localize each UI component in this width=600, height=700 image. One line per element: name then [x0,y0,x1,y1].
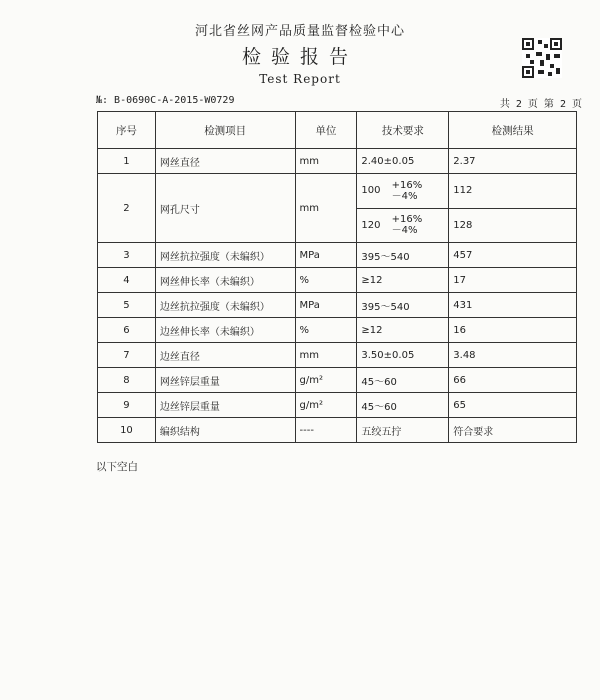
mesh-base-2: 120 [361,219,381,231]
table-row [98,268,577,293]
row-number: 3 [98,243,156,268]
row-number: 1 [98,149,156,174]
row-result: 65 [449,393,577,418]
tolerance-minus: －4% [391,225,418,237]
row-unit: mm [295,174,357,243]
row-unit: % [295,318,357,343]
qr-code-icon [522,38,562,78]
column-header-requirement: 技术要求 [357,112,449,149]
table-header-row [98,112,577,149]
column-header-result: 检测结果 [449,112,577,149]
row-item: 网丝直径 [155,149,295,174]
tolerance [392,180,423,202]
row-requirement: 45～60 [357,393,449,418]
row-unit: MPa [295,243,357,268]
blank-below-note: 以下空白 [96,461,138,473]
row-requirement: 2.40±0.05 [357,149,449,174]
table-row [98,318,577,343]
row-unit: g/m² [295,368,357,393]
table-row [98,149,577,174]
row-item: 边丝抗拉强度（未编织） [155,293,295,318]
mesh-result-1: 112 [449,174,577,209]
tolerance-plus: +16% [391,214,423,226]
row-requirement: 395～540 [357,293,449,318]
row-number: 6 [98,318,156,343]
mesh-requirement-2 [357,208,449,243]
column-header-no: 序号 [98,112,156,149]
row-unit: mm [295,343,357,368]
row-requirement: 45～60 [357,368,449,393]
row-unit: MPa [295,293,357,318]
report-meta [96,95,582,110]
row-number: 10 [98,418,156,443]
tolerance [392,214,423,236]
mesh-base-1: 100 [361,185,381,197]
table-row [98,418,577,443]
row-requirement: 3.50±0.05 [357,343,449,368]
row-result: 2.37 [449,149,577,174]
row-unit: % [295,268,357,293]
row-item: 网丝抗拉强度（未编织） [155,243,295,268]
row-number: 7 [98,343,156,368]
row-result: 66 [449,368,577,393]
row-unit: g/m² [295,393,357,418]
report-title: 检验报告 [241,46,358,68]
table-row [98,393,577,418]
report-number: №: B-0690C-A-2015-W0729 [96,95,235,106]
row-requirement: 395～540 [357,243,449,268]
row-item: 网丝伸长率（未编织） [155,268,295,293]
row-unit: ---- [295,418,357,443]
row-result: 17 [449,268,577,293]
row-number: 8 [98,368,156,393]
page-info: 共 2 页 第 2 页 [499,99,582,110]
row-number: 9 [98,393,156,418]
row-result: 457 [449,243,577,268]
row-number: 4 [98,268,156,293]
row-result: 431 [449,293,577,318]
row-item: 边丝直径 [155,343,295,368]
tolerance-minus: －4% [391,190,418,202]
table-row [98,368,577,393]
tolerance-plus: +16% [391,179,423,191]
mesh-result-2: 128 [449,208,577,243]
row-requirement: ≥12 [357,318,449,343]
row-item: 网丝锌层重量 [155,368,295,393]
organization-name: 河北省丝网产品质量监督检验中心 [194,24,405,39]
row-item: 边丝伸长率（未编织） [155,318,295,343]
table-row [98,343,577,368]
column-header-unit: 单位 [295,112,357,149]
table-row [98,293,577,318]
column-header-item: 检测项目 [155,112,295,149]
row-result: 16 [449,318,577,343]
row-unit: mm [295,149,357,174]
table-row [98,174,577,209]
row-item: 边丝锌层重量 [155,393,295,418]
row-item: 编织结构 [155,418,295,443]
test-results-table [97,111,577,443]
table-row [98,243,577,268]
row-item: 网孔尺寸 [155,174,295,243]
row-requirement: ≥12 [357,268,449,293]
row-number: 5 [98,293,156,318]
mesh-requirement-1 [357,174,449,209]
row-requirement: 五绞五拧 [357,418,449,443]
report-subtitle: Test Report [259,72,341,86]
row-result: 符合要求 [449,418,577,443]
row-result: 3.48 [449,343,577,368]
row-number: 2 [98,174,156,243]
